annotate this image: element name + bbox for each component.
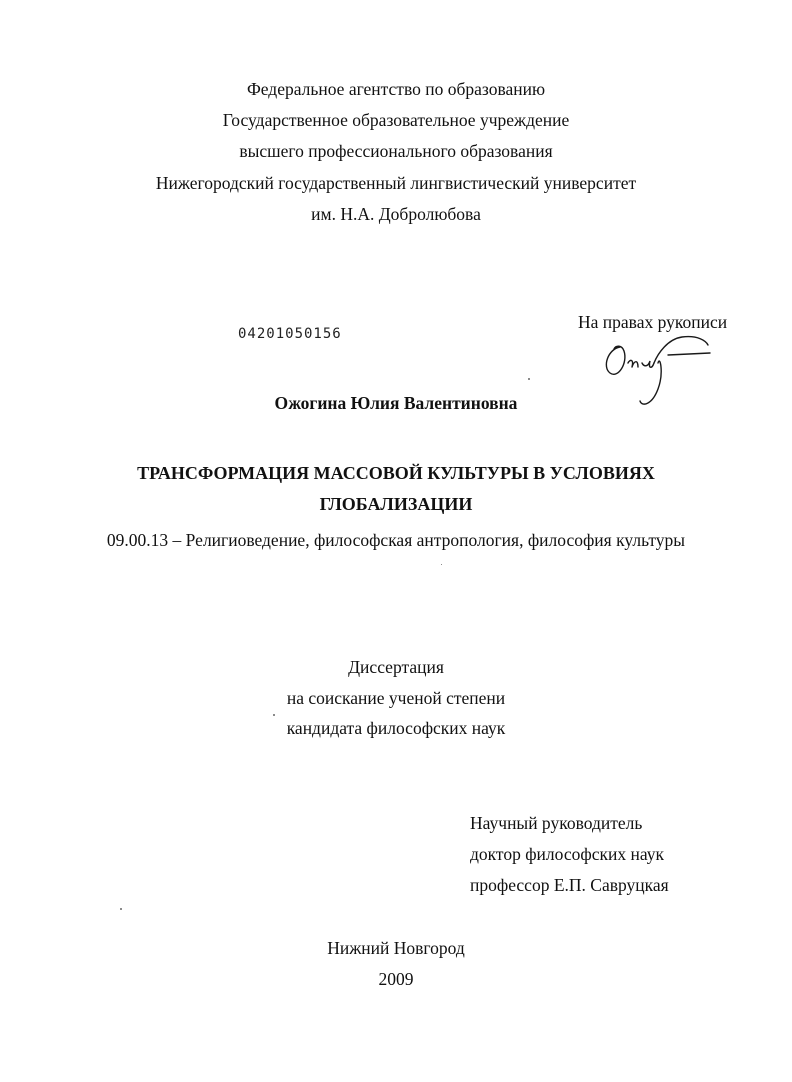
scan-speck (120, 908, 122, 910)
thesis-title-line-1: ТРАНСФОРМАЦИЯ МАССОВОЙ КУЛЬТУРЫ В УСЛОВИЯХ (137, 463, 655, 483)
supervisor-line-1: Научный руководитель (470, 813, 643, 833)
degree-line-2: на соискание ученой степени (286, 688, 506, 708)
scan-speck (273, 714, 275, 716)
scan-speck (441, 564, 442, 565)
author-name: Ожогина Юлия Валентиновна (274, 393, 518, 413)
scan-speck (528, 378, 530, 380)
year: 2009 (378, 969, 414, 989)
supervisor-line-2: доктор философских наук (470, 844, 664, 864)
specialty: 09.00.13 – Религиоведение, философская антропология, философия культуры (106, 530, 686, 550)
institution-line-1: Федеральное агентство по образованию (246, 79, 546, 99)
institution-line-4: Нижегородский государственный лингвистический университет (155, 173, 637, 193)
institution-line-5: им. Н.А. Добролюбова (311, 204, 481, 224)
thesis-title-line-2: ГЛОБАЛИЗАЦИИ (319, 494, 473, 514)
manuscript-rights-note: На правах рукописи (578, 312, 728, 332)
city: Нижний Новгород (327, 938, 465, 958)
institution-line-2: Государственное образовательное учреждение (222, 110, 570, 130)
institution-line-3: высшего профессионального образования (239, 141, 553, 161)
degree-line-1: Диссертация (348, 657, 444, 677)
degree-line-3: кандидата философских наук (286, 718, 506, 738)
supervisor-line-3: профессор Е.П. Савруцкая (470, 875, 669, 895)
registration-code: 04201050156 (238, 326, 342, 342)
